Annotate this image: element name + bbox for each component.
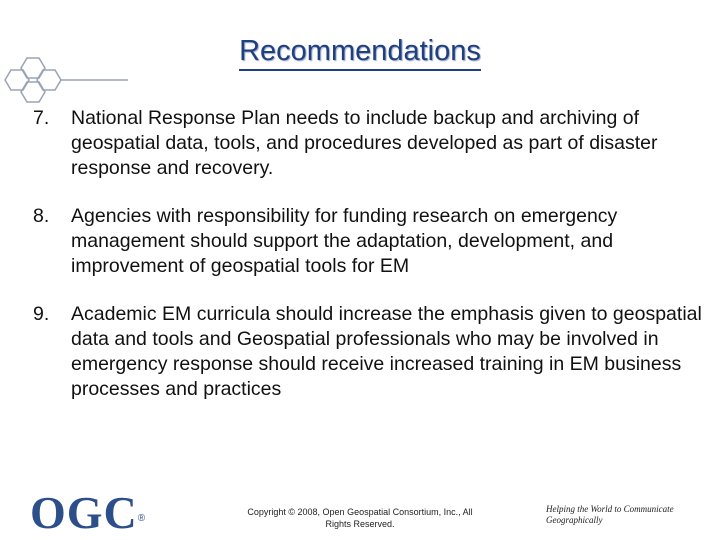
item-text: National Response Plan needs to include backup and archiving of geospatial data, tools, and procedures developed as part of disaster response and recovery. xyxy=(71,107,658,179)
slide-title: Recommendations xyxy=(239,34,481,71)
registered-mark: ® xyxy=(137,513,147,524)
item-number: 7. xyxy=(33,107,50,129)
tagline: Helping the World to Communicate Geographically xyxy=(546,504,674,525)
slide-footer xyxy=(0,486,720,540)
item-text: Academic EM curricula should increase the emphasis given to geospatial data and tools and Geospatial professionals who may be involved in emergency response should receive increased training in EM business processes and practices xyxy=(71,303,702,400)
ogc-logo xyxy=(30,489,146,537)
recommendation-list xyxy=(24,106,704,425)
item-text: Agencies with responsibility for funding research on emergency management should support the adaptation, development, and improvement of geospatial tools for EM xyxy=(71,205,618,277)
recommendation-item xyxy=(24,204,704,279)
hexagon-cluster-icon xyxy=(0,40,130,110)
logo-text: OGC xyxy=(30,487,138,538)
copyright-notice: Copyright © 2008, Open Geospatial Consortium, Inc., All Rights Reserved. xyxy=(247,507,473,529)
recommendation-item xyxy=(24,106,704,181)
item-number: 9. xyxy=(33,303,50,325)
item-number: 8. xyxy=(33,205,50,227)
recommendation-item xyxy=(24,302,704,402)
